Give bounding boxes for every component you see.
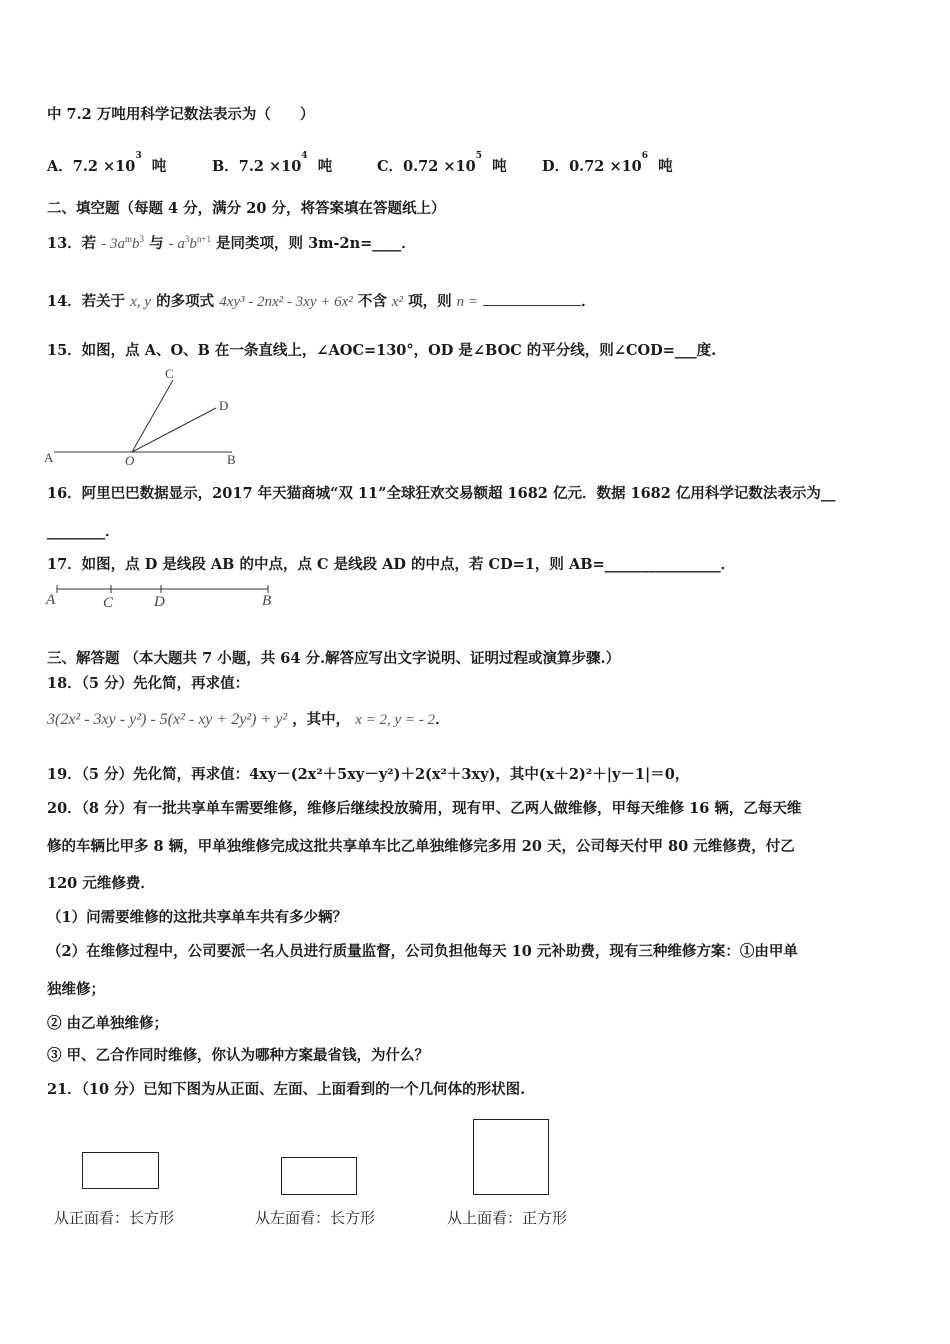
option-a-exponent: 3 <box>135 151 142 161</box>
label-b: B <box>227 452 236 467</box>
q13-term2-a: - a <box>168 236 185 252</box>
q13-mid: 与 <box>149 235 164 252</box>
q13-suffix: 是同类项，则 3m-2n=____． <box>216 235 416 252</box>
left-view-rectangle <box>281 1157 357 1195</box>
q14-n-eq: n = <box>456 294 479 310</box>
q13-term1-b-exp: 3 <box>139 234 145 244</box>
q13-term2-b: b <box>189 236 197 252</box>
seg-label-b: B <box>262 593 272 609</box>
option-c <box>377 151 507 176</box>
q14-prefix: 14．若关于 <box>47 293 126 310</box>
question-18-title: 18．（5 分）先化简，再求值： <box>47 675 250 692</box>
section-3-title: 三、解答题 （本大题共 7 小题，共 64 分.解答应写出文字说明、证明过程或演算步骤.） <box>47 650 621 667</box>
q14-polynomial: 4xy³ - 2nx² - 3xy + 6x² <box>219 294 353 310</box>
label-d: D <box>219 398 229 413</box>
q14-mid2: 不含 <box>357 293 387 310</box>
seg-label-a: A <box>46 592 56 608</box>
option-b-exponent: 4 <box>301 151 308 161</box>
section-2-title: 二、填空题（每题 4 分，满分 20 分，将答案填在答题纸上） <box>47 200 446 217</box>
question-16-line-1: 16．阿里巴巴数据显示，2017 年天猫商城“双 11”全球狂欢交易额超 1682 亿元．数据 1682 亿用科学记数法表示为__ <box>47 485 836 502</box>
q18-condition: x = 2, y = - 2 <box>355 712 436 728</box>
question-20-line-1: 20．（8 分）有一批共享单车需要维修，维修后继续投放骑用，现有甲、乙两人做维修，甲每天维修 16 辆，乙每天维 <box>47 800 802 817</box>
question-16-line-2: ________． <box>47 523 120 540</box>
label-a: A <box>44 450 54 465</box>
q14-mid: 的多项式 <box>156 293 215 310</box>
label-o: O <box>125 453 135 468</box>
question-17: 17．如图，点 D 是线段 AB 的中点，点 C 是线段 AD 的中点，若 CD=1，则 AB=________________． <box>47 556 736 573</box>
q14-suffix: 项，则 <box>408 293 452 310</box>
option-d-exponent: 6 <box>641 151 649 161</box>
question-12-tail: 中 7.2 万吨用科学记数法表示为（ ） <box>47 106 315 123</box>
front-view-caption: 从正面看：长方形 <box>54 1209 175 1227</box>
question-13 <box>47 232 416 253</box>
q18-expression: 3(2x² - 3xy - y²) - 5(x² - xy + 2y²) + y² <box>47 711 288 728</box>
option-c-label: C．0.72 ×10 <box>377 158 476 175</box>
question-15: 15．如图，点 A、O、B 在一条直线上，∠AOC=130°，OD 是∠BOC 的平分线，则∠COD=___度. <box>47 342 717 359</box>
seg-label-c: C <box>103 595 114 611</box>
question-20-part-2-line-1: （2）在维修过程中，公司要派一名人员进行质量监督，公司负担他每天 10 元补助费，现有三种维修方案：①由甲单 <box>47 943 798 960</box>
question-18-expression <box>47 708 450 729</box>
option-d-label: D．0.72 ×10 <box>542 158 642 175</box>
option-b-label: B．7.2 ×10 <box>212 158 302 175</box>
label-c: C <box>165 366 174 381</box>
q13-term1-b: b <box>132 236 140 252</box>
front-view-rectangle <box>82 1152 159 1189</box>
q14-end: ． <box>581 293 596 310</box>
top-view-caption: 从上面看：正方形 <box>447 1209 568 1227</box>
q13-term2 <box>169 236 211 252</box>
q13-term1 <box>101 236 144 252</box>
option-d <box>542 151 673 176</box>
q14-answer-blank[interactable] <box>483 293 581 306</box>
q13-term2-b-exp: n+1 <box>196 234 211 244</box>
q13-prefix: 13．若 <box>47 235 97 252</box>
q18-end: ． <box>435 711 450 728</box>
option-b-unit: 吨 <box>317 158 333 175</box>
q13-term1-a-exp: m <box>125 234 133 244</box>
question-20-option-3: ③ 甲、乙合作同时维修，你认为哪种方案最省钱，为什么？ <box>47 1047 430 1064</box>
seg-label-d: D <box>154 594 165 610</box>
q15-angle-figure <box>40 366 250 470</box>
q17-segment-figure <box>40 580 280 612</box>
option-b <box>212 151 332 176</box>
question-20-line-3: 120 元维修费． <box>47 875 155 892</box>
question-20-option-2: ② 由乙单独维修； <box>47 1015 169 1032</box>
q14-term: x² <box>391 294 404 310</box>
question-21: 21．（10 分）已知下图为从正面、左面、上面看到的一个几何体的形状图. <box>47 1081 526 1098</box>
question-20-part-2-line-2: 独维修； <box>47 981 105 998</box>
q18-mid: ，其中， <box>292 711 351 728</box>
question-20-part-1: （1）问需要维修的这批共享单车共有多少辆？ <box>47 909 348 926</box>
option-c-exponent: 5 <box>475 151 482 161</box>
question-19: 19．（5 分）先化简，再求值：4xy－(2x²＋5xy－y²)＋2(x²＋3xy)，其中(x＋2)²＋|y－1|＝0， <box>47 766 690 783</box>
option-c-unit: 吨 <box>492 158 507 175</box>
left-view-caption: 从左面看：长方形 <box>255 1209 376 1227</box>
question-14 <box>47 290 596 311</box>
q13-term1-a: - 3a <box>101 236 125 252</box>
q14-vars: x, y <box>130 294 152 310</box>
q13-term2-a-exp: 3 <box>184 234 190 244</box>
option-a-unit: 吨 <box>151 158 167 175</box>
option-a-label: A．7.2 ×10 <box>47 158 136 175</box>
top-view-square <box>473 1119 549 1195</box>
question-20-line-2: 修的车辆比甲多 8 辆，甲单独维修完成这批共享单车比乙单独维修完多用 20 天，公司每天付甲 80 元维修费，付乙 <box>47 838 795 855</box>
option-a <box>47 151 166 176</box>
option-d-unit: 吨 <box>658 158 673 175</box>
